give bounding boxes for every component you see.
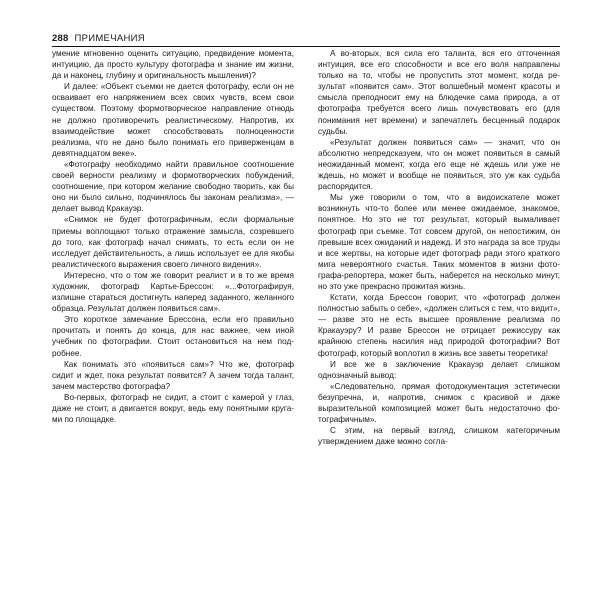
- section-title: ПРИМЕЧАНИЯ: [74, 33, 145, 44]
- paragraph: И все же в заключение Кракауэр делает слишком однозначный вывод:: [318, 359, 560, 380]
- paragraph: «Следовательно, прямая фотодокументация эстетически безупречна, и, напротив, снимок с красивой и даже выразительной композицией может быть недостаточно фотографичным».: [318, 381, 560, 425]
- paragraph: Как понимать это «появиться сам»? Что же, фотограф сидит и ждет, пока результат появится? А зачем тогда талант, зачем мастерство фотографа?: [52, 359, 294, 391]
- paragraph: «Снимок не будет фотографичным, если формальные приемы воплощают только отражение замысла, созревшего до того, как фотограф начал снимать, то есть если он не исследует действительность, а лишь использует ее для якобы реалистического выражения своего личного видения».: [52, 215, 294, 269]
- paragraph: «Фотографу необходимо найти правильное соотношение своей верности реализму и формотворческих побуждений, соотношение, при котором желание свободно творить, как бы оно ни было сильно, подчинялось бы законам реализма», — делает вывод Кракауэр.: [52, 159, 294, 214]
- page-number: 288: [52, 33, 69, 44]
- page-header: [52, 28, 560, 47]
- right-column: [318, 48, 560, 596]
- left-column: [52, 48, 294, 596]
- paragraph: А во-вторых, вся сила его таланта, вся его отточенная интуиция, все его способности и все его воля направлены только на то, чтобы не пропустить этот момент, когда результат «появится сам». Этот волшебный момент красоты и смысла преподносит ему на блюдечке сама природа, а от фотографа требуется всего лишь почувствовать его (для понимания нет времени) и запечатлеть бесценный подарок судьбы.: [318, 49, 560, 136]
- paragraph: «Результат должен появиться сам» — значит, что он абсолютно непредсказуем, что он может появиться в самый неожиданный момент, когда его еще не ждешь или уже не ждешь, но может и вообще не появиться, это уж как судьба распорядится.: [318, 137, 560, 192]
- paragraph: Интересно, что о том же говорит реалист и в то же время художник, фотограф Картье-Брессон: «...Фотографируя, излишне стараться достигнуть наперед заданного, желанного образца. Результат должен появиться сам».: [52, 270, 294, 314]
- paragraph: Во-первых, фотограф не сидит, а стоит с камерой у глаз, даже не стоит, а двигается вокруг, ведь ему понятными кругами по площадке.: [52, 392, 294, 425]
- paragraph: Кстати, когда Брессон говорит, что «фотограф должен полностью забыть о себе», «должен слиться с тем, что видит», — разве это не есть высшее проявление реализма по Кракауэру? И разве Брессон не отрицает режиссуру как крайнюю степень насилия над природой фотографии? Вот фотограф, который воплотил в жизнь все заветы теоретика!: [318, 293, 560, 358]
- paragraph: умение мгновенно оценить ситуацию, предвидение момента, интуицию, да просто культуру фотографа и знание им жизни, да и наконец, глубину и оригинальность мышления)?: [52, 49, 294, 81]
- paragraph: И далее: «Объект съемки не дается фотографу, если он не осваивает его напряжением всех своих чувств, всем свои существом. Поэтому формотворческое направление отнюдь не должно противоречить реалистическому. Напротив, их взаимодействие может способствовать полноценности реализма, что не дано было понимать его приверженцам в девятнадцатом веке».: [52, 82, 294, 158]
- paragraph: С этим, на первый взгляд, слишком категоричным утверждением даже можно согла-: [318, 426, 560, 447]
- paragraph: Это короткое замечание Брессона, если его правильно прочитать и понять до конца, для нас важнее, чем иной учебник по фотографии. Стоит остановиться на нем подробнее.: [52, 315, 294, 358]
- paragraph: Мы уже говорили о том, что в видоискателе может возникнуть что-то более или менее ожидаемое, знакомое, понятное. Но это не тот результат, который вымаливает фотограф при съемке. Тот совсем другой, он непостижим, он превыше всех ожиданий и надежд. И это награда за все труды и все жертвы, на которые идет фотограф ради этого краткого мига невероятного счастья. Таких моментов в жизни фотографа-репортера, может быть, наберется на несколько минут, но это уже прекрасно прожитая жизнь.: [318, 193, 560, 291]
